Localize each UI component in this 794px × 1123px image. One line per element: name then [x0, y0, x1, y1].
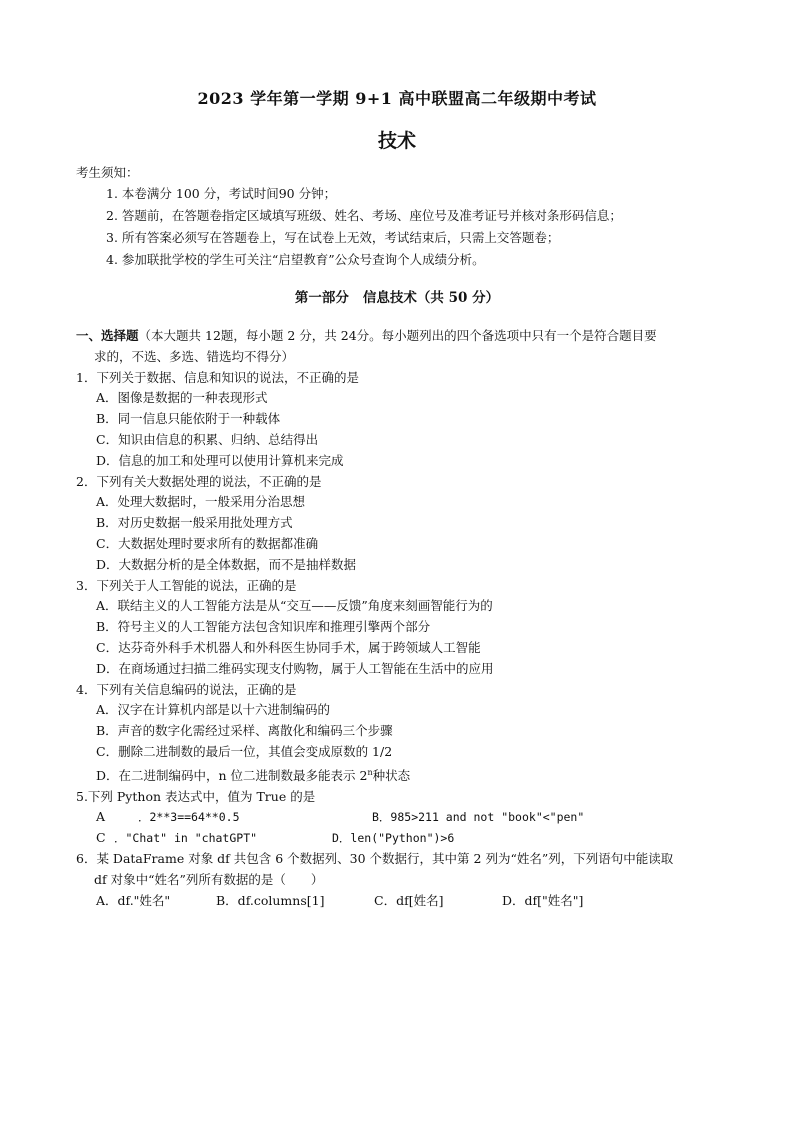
option-label: A: [96, 809, 106, 825]
option-code: ．"Chat" in "chatGPT": [114, 831, 258, 846]
option-code: B．985>211 and not "book"<"pen": [372, 810, 585, 825]
section-heading: [76, 326, 726, 347]
part-number: 第一部分: [294, 290, 349, 306]
option: D．大数据分析的是全体数据，而不是抽样数据: [96, 556, 357, 572]
superscript: n: [367, 767, 373, 777]
option: A．图像是数据的一种表现形式: [96, 390, 268, 406]
option-label: C: [96, 830, 106, 846]
question-stem: 4．下列有关信息编码的说法，正确的是: [76, 681, 297, 697]
option: [76, 763, 726, 787]
option-text: 种状态: [372, 767, 411, 783]
subject-title: 技术: [377, 130, 416, 152]
option: B．符号主义的人工智能方法包含知识库和推理引擎两个部分: [96, 619, 431, 635]
option: D．df["姓名"]: [502, 892, 584, 908]
option: C．达芬奇外科手术机器人和外科医生协同手术，属于跨领域人工智能: [96, 639, 481, 655]
section-desc-cont: 求的，不选、多选、错选均不得分）: [94, 348, 295, 364]
notice-item: 2. 答题前，在答题卷指定区域填写班级、姓名、考场、座位号及准考证号并核对条形码信息；: [106, 208, 622, 223]
question-stem-cont: df 对象中“姓名”列所有数据的是（ ）: [94, 871, 324, 887]
option-code: ．2**3==64**0.5: [138, 810, 240, 825]
option: B．同一信息只能依附于一种载体: [96, 411, 281, 427]
notice-item: 3. 所有答案必须写在答题卷上，写在试卷上无效，考试结束后，只需上交答题卷；: [106, 230, 560, 245]
question-body: [76, 326, 726, 911]
exam-title: 2023 学年第一学期 9+1 高中联盟高二年级期中考试: [197, 89, 597, 108]
option: D．信息的加工和处理可以使用计算机来完成: [96, 452, 344, 468]
option: C．知识由信息的积累、归纳、总结得出: [96, 431, 319, 447]
part-subject: 信息技术（共 50 分）: [362, 290, 500, 306]
option: B．声音的数字化需经过采样、离散化和编码三个步骤: [96, 723, 393, 739]
notice-item: 4. 参加联批学校的学生可关注“启望教育”公众号查询个人成绩分析。: [106, 252, 485, 267]
option-row: [76, 891, 726, 912]
notice-item: 1. 本卷满分 100 分，考试时间90 分钟；: [106, 186, 337, 201]
option: A．汉字在计算机内部是以十六进制编码的: [96, 702, 331, 718]
option: C．删除二进制数的最后一位，其值会变成原数的 1/2: [96, 743, 393, 759]
question-stem: 1．下列关于数据、信息和知识的说法，不正确的是: [76, 369, 359, 385]
option: D．在商场通过扫描二维码实现支付购物，属于人工智能在生活中的应用: [96, 660, 494, 676]
section-label: 一、选择题: [76, 328, 139, 343]
option-text: D．在二进制编码中，n 位二进制数最多能表示 2: [96, 767, 368, 783]
option-row: [76, 828, 726, 849]
option: B．对历史数据一般采用批处理方式: [96, 515, 293, 531]
option: C．df[姓名]: [374, 892, 444, 908]
candidate-notice: [76, 162, 736, 271]
question-stem: 2．下列有关大数据处理的说法，不正确的是: [76, 473, 322, 489]
option-code: D．len("Python")>6: [332, 831, 455, 846]
part-heading: [0, 286, 794, 306]
option-row: [76, 807, 726, 828]
option: A．联结主义的人工智能方法是从“交互——反馈”角度来刻画智能行为的: [96, 598, 493, 614]
option: A．df."姓名": [96, 892, 171, 908]
question-stem: 6．某 DataFrame 对象 df 共包含 6 个数据列、30 个数据行，其中第 2 列为“姓名”列，下列语句中能读取: [76, 851, 674, 867]
option: B．df.columns[1]: [216, 892, 325, 908]
question-stem: 5.下列 Python 表达式中，值为 True 的是: [76, 788, 316, 804]
question-stem: 3．下列关于人工智能的说法，正确的是: [76, 577, 297, 593]
option: C．大数据处理时要求所有的数据都准确: [96, 535, 319, 551]
section-desc: （本大题共 12题，每小题 2 分，共 24分。每小题列出的四个备选项中只有一个是符合题目要: [138, 328, 657, 343]
notice-heading: 考生须知：: [76, 165, 139, 180]
option: A．处理大数据时，一般采用分治思想: [96, 494, 306, 510]
